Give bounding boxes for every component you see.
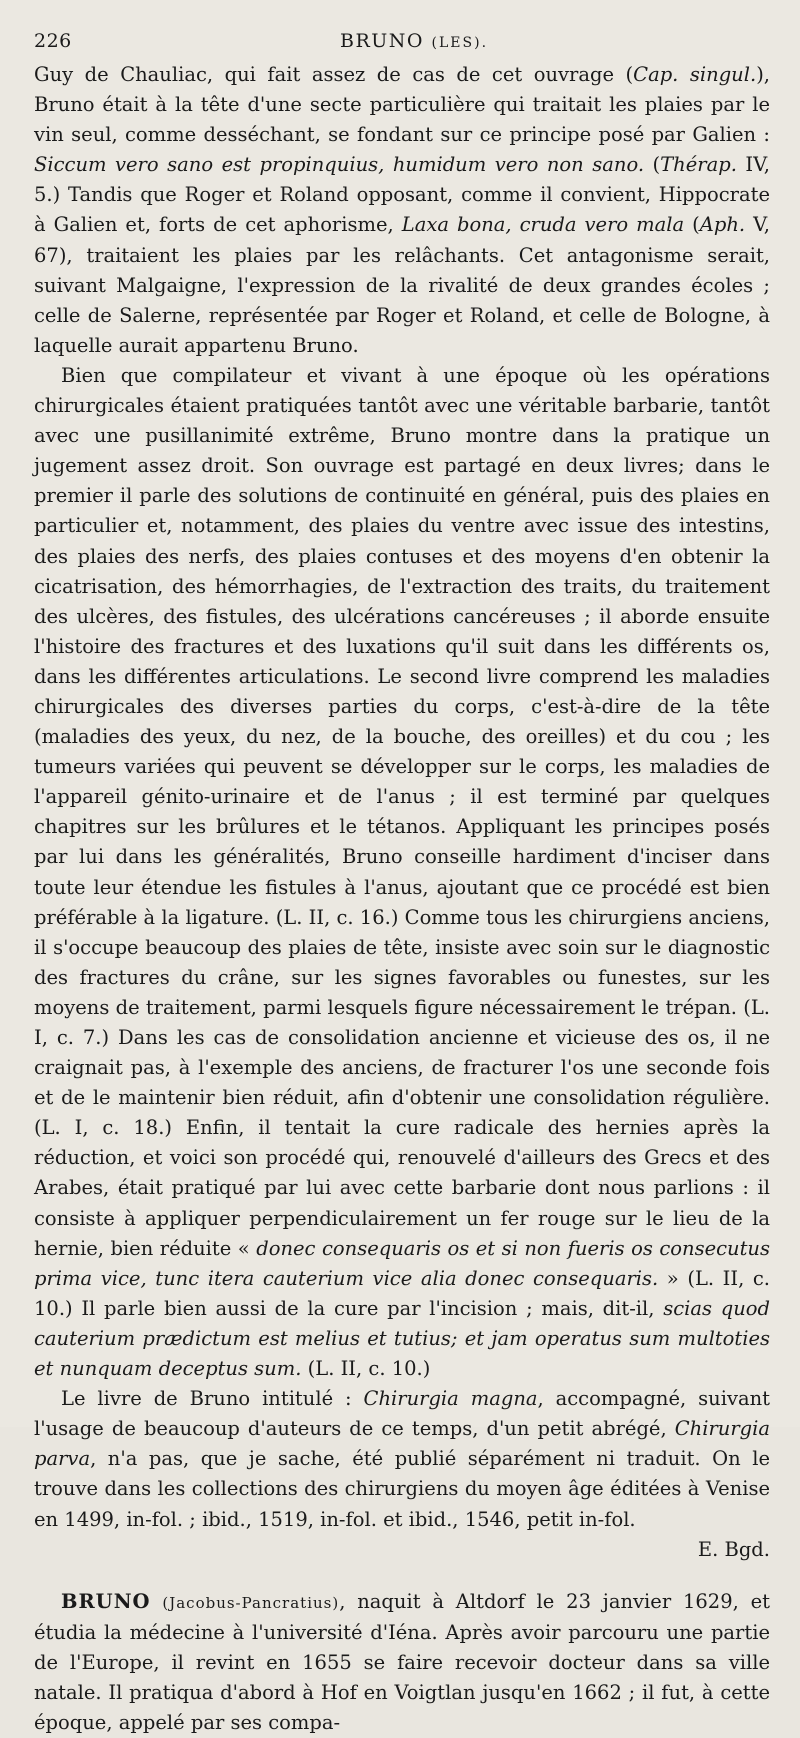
paragraph-1 xyxy=(34,60,770,361)
text-run: Le livre de Bruno intitulé : xyxy=(61,1387,364,1411)
author-signature: E. Bgd. xyxy=(697,1537,770,1561)
text-run: ), Bruno était à la tête d'une secte particulière qui traitait les plaies par le vin seul, comme desséchant, se fondant sur ce principe posé par Galien : xyxy=(34,63,770,147)
entry-headword: BRUNO xyxy=(61,1589,151,1613)
entry-separator xyxy=(34,1565,770,1587)
italic-run: Cap. singul. xyxy=(633,63,757,86)
text-run: , n'a pas, que je sache, été publié séparément ni traduit. On le trouve dans les collections des chirurgiens du moyen âge éditées à Venise en 1499, in-fol. ; ibid., 1519, in-fol. et ibid., 1546, petit in-fol. xyxy=(34,1447,770,1531)
running-head xyxy=(340,30,488,52)
text-run: IV, 5.) Tandis que Roger et Roland opposant, comme il convient, Hippocrate à Galien et, forts de cet aphorisme, xyxy=(34,153,770,237)
text-run: ( xyxy=(644,153,661,177)
entry-text: , naquit à Altdorf le 23 janvier 1629, et étudia la médecine à l'université d'Iéna. Après avoir parcouru une partie de l'Europe, il revint en 1655 se faire recevoir docteur dans sa ville natale. Il pratiqua d'abord à Hof en Voigtlan jusqu'en 1662 ; il fut, à cette époque, appelé par ses compa- xyxy=(34,1589,771,1735)
italic-run: Aph. xyxy=(699,213,746,237)
running-head-title: BRUNO xyxy=(340,30,424,52)
italic-run: Thérap. xyxy=(660,153,737,177)
text-run: (L. II, c. 10.) xyxy=(301,1357,431,1381)
paragraph-2 xyxy=(34,361,770,1384)
italic-run: Laxa bona, cruda vero mala xyxy=(401,213,685,237)
running-head-subtitle: (LES). xyxy=(431,35,489,51)
italic-run: scias quod cauterium prædictum est melius et tutius; et jam operatus sum multoties et nunquam deceptus sum. xyxy=(34,1296,770,1381)
article-text xyxy=(34,60,770,1738)
text-run: Bien que compilateur et vivant à une époque où les opérations chirurgicales étaient pratiquées tantôt avec une véritable barbarie, tantôt avec une pusillanimité extrême, Bruno montre dans la pratique un jugement assez droit. Son ouvrage est partagé en deux livres; dans le premier il parle des solutions de continuité en général, puis des plaies en particulier et, notamment, des plaies du ventre avec issue des intestins, des plaies des nerfs, des plaies contuses et des moyens d'en obtenir la cicatrisation, des hémorrhagies, de l'extraction des traits, du traitement des ulcères, des fistules, des ulcérations cancéreuses ; il aborde ensuite l'histoire des fractures et des luxations qu'il suit dans les différents os, dans les différentes articulations. Le second livre comprend les maladies chirurgicales des diverses parties du corps, c'est-à-dire de la tête (maladies des yeux, du nez, de la bouche, des oreilles) et du cou ; les tumeurs variées qui peuvent se développer sur le corps, les maladies de l'appareil génito-urinaire et de l'anus ; il est terminé par quelques chapitres sur les brûlures et le tétanos. Appliquant les principes posés par lui dans les généralités, Bruno conseille hardiment d'inciser dans toute leur étendue les fistules à l'anus, ajoutant que ce procédé est bien préférable à la ligature. (L. II, c. 16.) Comme tous les chirurgiens anciens, il s'occupe beaucoup des plaies de tête, insiste avec soin sur le diagnostic des fractures du crâne, sur les signes favorables ou funestes, sur les moyens de traitement, parmi lesquels figure nécessairement le trépan. (L. I, c. 7.) Dans les cas de consolidation ancienne et vicieuse des os, il ne craignait pas, à l'exemple des anciens, de fracturer l'os une seconde fois et de le maintenir bien réduit, afin d'obtenir une consolidation régulière. (L. I, c. 18.) Enfin, il tentait la cure radicale des hernies après la réduction, et voici son procédé qui, renouvelé d'ailleurs des Grecs et des Arabes, était pratiqué par lui avec cette barbarie dont nous parlions : il consiste à appliquer perpendiculairement un fer rouge sur le lieu de la hernie, bien réduite « xyxy=(34,363,770,1260)
entry-forename: (Jacobus-Pancratius) xyxy=(162,1593,340,1612)
paragraph-3 xyxy=(34,1384,770,1534)
text-run: V, 67), traitaient les plaies par les relâchants. Cet antagonisme serait, suivant Malgaigne, l'expression de la rivalité de deux grandes écoles ; celle de Salerne, représentée par Roger et Roland, et celle de Bologne, à laquelle aurait appartenu Bruno. xyxy=(34,213,770,357)
text-run: » (L. II, c. 10.) Il parle bien aussi de la cure par l'incision ; mais, dit-il, xyxy=(34,1266,770,1320)
text-run: , accompagné, suivant l'usage de beaucoup d'auteurs de ce temps, d'un petit abrégé, xyxy=(34,1387,770,1441)
text-run: Guy de Chauliac, qui fait assez de cas de cet ouvrage ( xyxy=(34,63,634,86)
italic-run: Chirurgia magna xyxy=(363,1387,538,1411)
italic-run: donec consequaris os et si non fueris os consecutus prima vice, tunc itera cauterium vice alia donec consequaris. xyxy=(34,1236,770,1290)
entry-bruno-jacobus xyxy=(34,1587,770,1738)
page-header xyxy=(34,0,770,60)
italic-run: Chirurgia parva xyxy=(34,1417,770,1471)
italic-run: Siccum vero sano est propinquius, humidum vero non sano. xyxy=(34,153,645,177)
page-number: 226 xyxy=(34,30,72,52)
text-run: ( xyxy=(684,213,700,237)
